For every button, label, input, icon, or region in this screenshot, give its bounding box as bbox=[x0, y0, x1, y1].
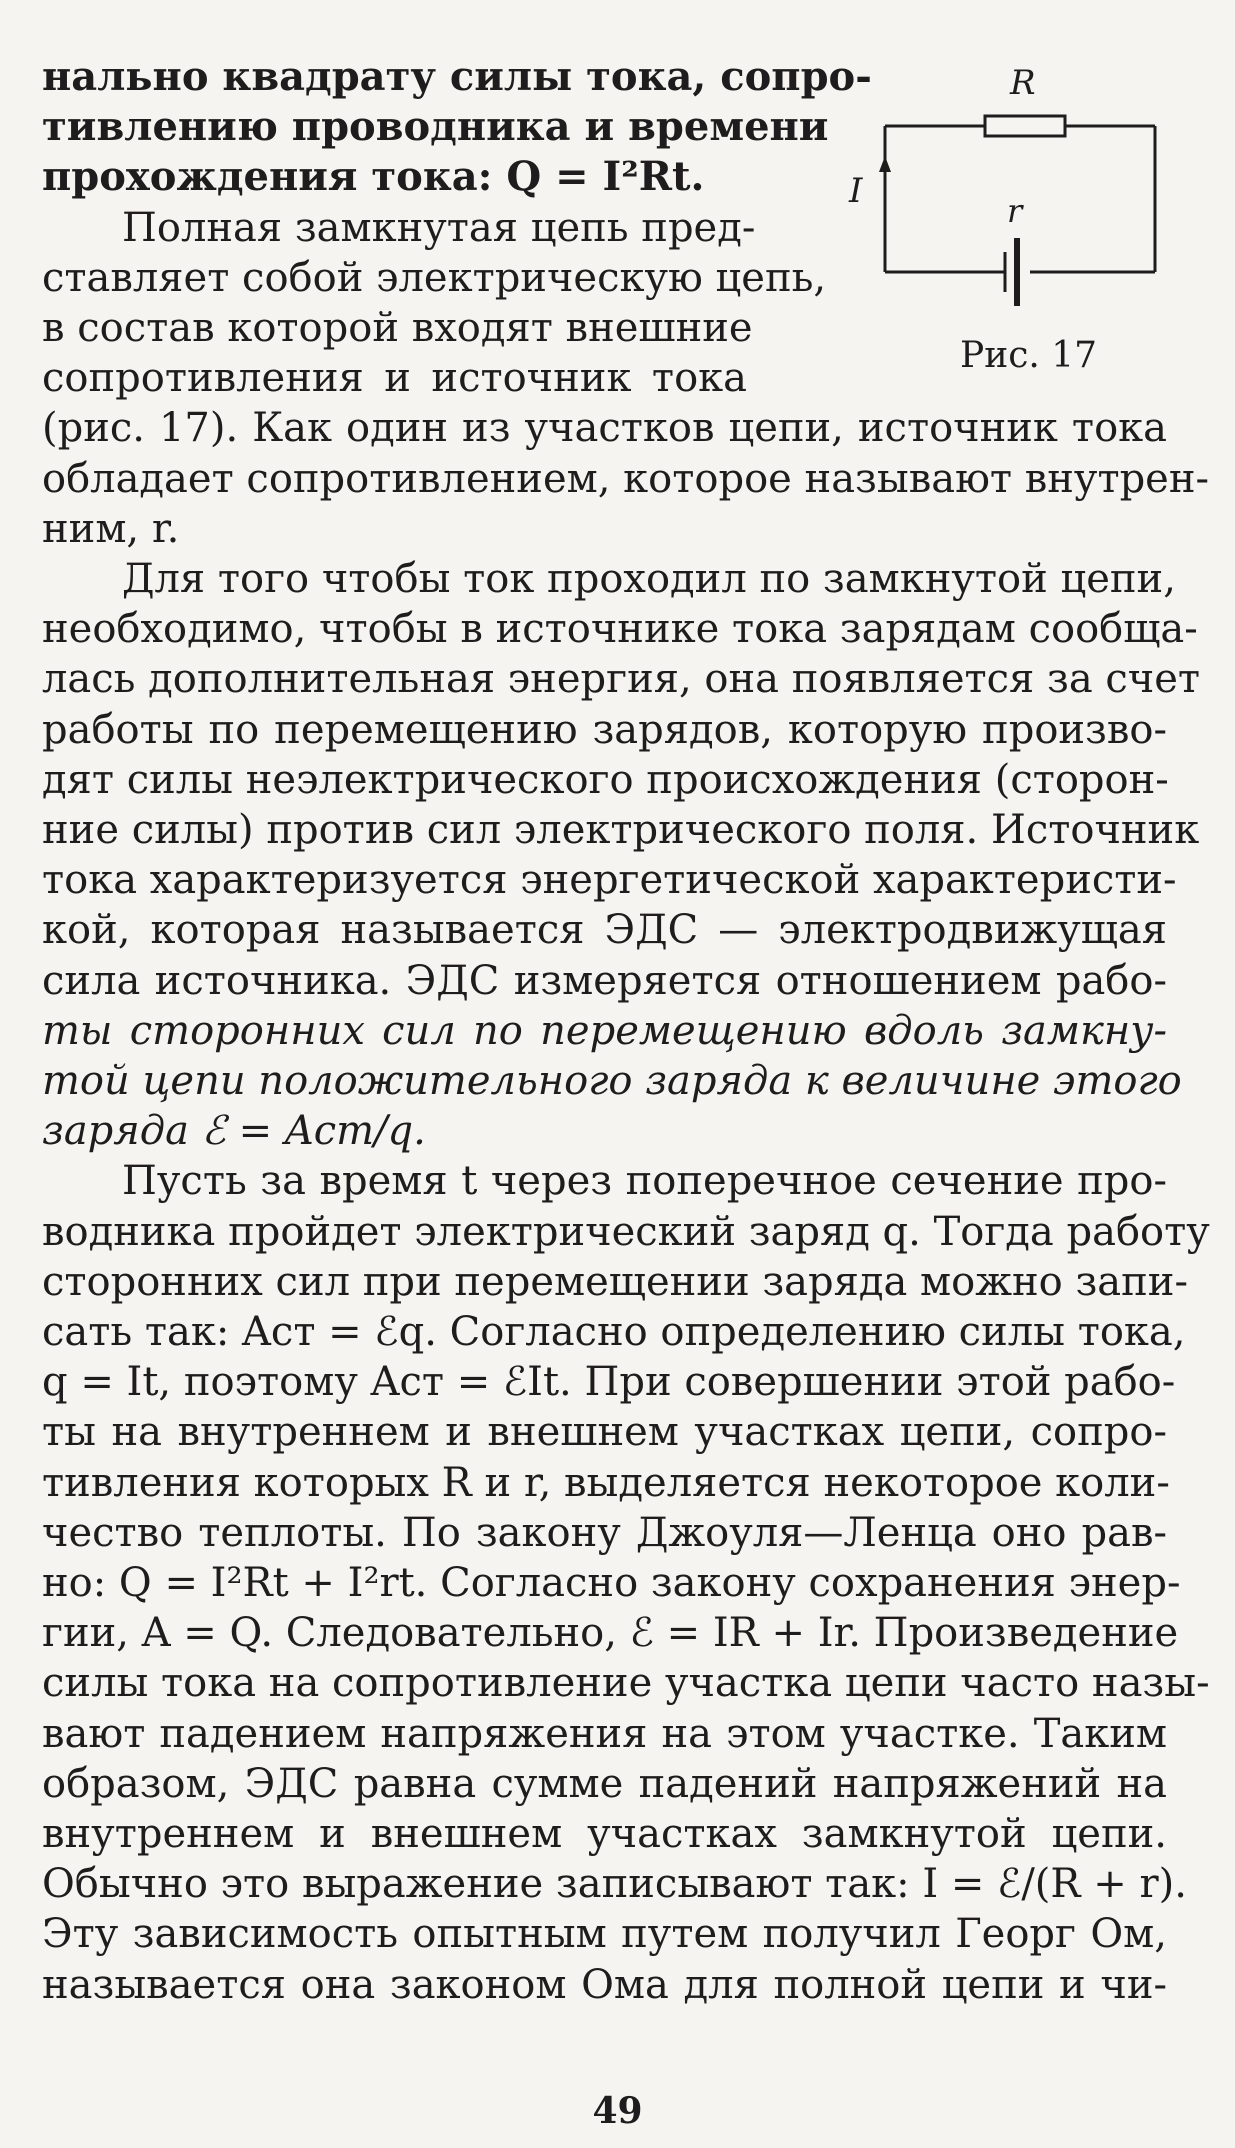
text-line: той цепи положительного заряда к величине этого bbox=[42, 1058, 1182, 1104]
text-line: сила источника. ЭДС измеряется отношением рабо- bbox=[42, 957, 1167, 1004]
text-line: силы тока на сопротивление участка цепи часто назы- bbox=[42, 1660, 1210, 1707]
text-line: в состав которой входят внешние bbox=[42, 305, 753, 351]
text-line: необходимо, чтобы в источнике тока зарядам сообща- bbox=[42, 606, 1198, 653]
text-line: сторонних сил при перемещении заряда можно запи- bbox=[42, 1258, 1188, 1305]
text-line: тивлению проводника и времени bbox=[42, 103, 829, 151]
text-line: Для того чтобы ток проходил по замкнутой цепи, bbox=[122, 556, 1176, 602]
circuit-diagram bbox=[845, 52, 1185, 372]
page-number: 49 bbox=[592, 2090, 643, 2132]
text-line: образом, ЭДС равна сумме падений напряжений на bbox=[42, 1760, 1167, 1807]
text-line: нально квадрату силы тока, сопро- bbox=[42, 53, 872, 100]
text-line: вают падением напряжения на этом участке. Таким bbox=[42, 1710, 1167, 1757]
text-line: q = It, поэтому Aст = ℰIt. При совершении этой рабо- bbox=[42, 1359, 1176, 1406]
text-line: внутреннем и внешнем участках замкнутой цепи. bbox=[42, 1811, 1167, 1857]
text-line: гии, A = Q. Следовательно, ℰ = IR + Ir. Произведение bbox=[42, 1610, 1179, 1657]
text-line: прохождения тока: Q = I²Rt. bbox=[42, 153, 705, 201]
figure-caption: Рис. 17 bbox=[960, 335, 1098, 376]
internal-resistance-label: r bbox=[1007, 192, 1023, 230]
current-label: I bbox=[849, 171, 863, 211]
resistor-label: R bbox=[1010, 63, 1036, 103]
text-line: чество теплоты. По закону Джоуля—Ленца оно рав- bbox=[42, 1509, 1167, 1556]
text-line: сопротивления и источник тока bbox=[42, 355, 747, 402]
text-line: Пусть за время t через поперечное сечение про- bbox=[122, 1158, 1167, 1205]
text-line: ние силы) против сил электрического поля. Источник bbox=[42, 807, 1200, 853]
text-line: заряда ℰ = Aст/q. bbox=[42, 1108, 426, 1155]
text-line: водника пройдет электрический заряд q. Тогда работу bbox=[42, 1208, 1210, 1255]
text-line: ним, r. bbox=[42, 505, 180, 552]
text-line: дят силы неэлектрического происхождения (сторон- bbox=[42, 756, 1169, 803]
text-line: ты на внутреннем и внешнем участках цепи, сопро- bbox=[42, 1409, 1167, 1456]
text-line: кой, которая называется ЭДС — электродвижущая bbox=[42, 907, 1167, 954]
text-line: но: Q = I²Rt + I²rt. Согласно закону сохранения энер- bbox=[42, 1560, 1181, 1606]
text-line: называется она законом Ома для полной цепи и чи- bbox=[42, 1961, 1167, 2008]
text-line: ты сторонних сил по перемещению вдоль замкну- bbox=[42, 1007, 1167, 1054]
text-line: ставляет собой электрическую цепь, bbox=[42, 254, 827, 301]
text-line: Эту зависимость опытным путем получил Георг Ом, bbox=[42, 1911, 1167, 1958]
text-line: Полная замкнутая цепь пред- bbox=[122, 204, 756, 251]
text-line: работы по перемещению зарядов, которую произво- bbox=[42, 706, 1167, 753]
text-line: лась дополнительная энергия, она появляется за счет bbox=[42, 656, 1201, 703]
text-line: (рис. 17). Как один из участков цепи, источник тока bbox=[42, 405, 1167, 452]
text-line: Обычно это выражение записывают так: I = ℰ/(R + r). bbox=[42, 1861, 1187, 1908]
text-line: сать так: Aст = ℰq. Согласно определению силы тока, bbox=[42, 1309, 1186, 1355]
text-line: тивления которых R и r, выделяется некоторое коли- bbox=[42, 1459, 1170, 1506]
text-line: обладает сопротивлением, которое называют внутрен- bbox=[42, 455, 1210, 502]
text-line: тока характеризуется энергетической характеристи- bbox=[42, 857, 1177, 904]
